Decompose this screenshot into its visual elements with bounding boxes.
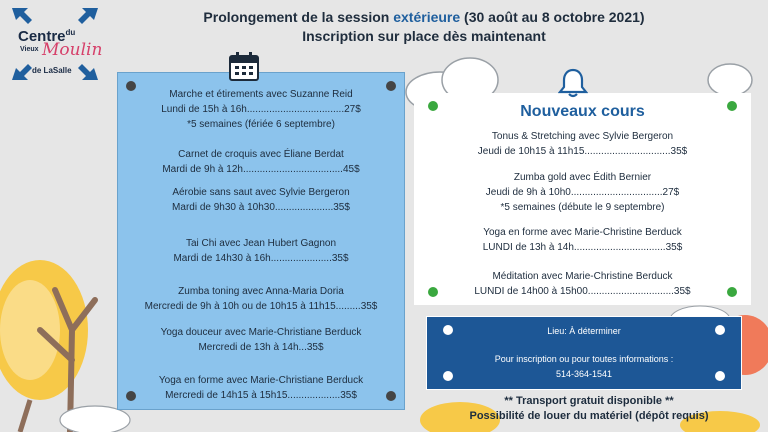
info-panel [426,316,742,390]
phone-number: 514-364-1541 [555,369,613,379]
calendar-icon [228,50,260,82]
bell-icon [558,67,588,99]
logo-name-script: Moulin [42,40,103,60]
sessions-panel [117,72,405,410]
course-item: Tonus & Stretching avec Sylvie Bergeron Jeudi de 10h15 à 11h15...............................35$ [477,131,688,157]
course-item: Yoga douceur avec Marie-Christiane Berduck Mercredi de 13h à 14h...35$ [160,327,362,353]
course-item: Carnet de croquis avec Éliane Berdat Mardi de 9h à 12h....................................45$ [162,149,360,175]
title-line-2: Inscription sur place dès maintenant [302,28,546,44]
logo-name-top: Centre$^{du}$ [18,28,76,45]
course-item: Zumba toning avec Anna-Maria Doria Mercredi de 9h à 10h ou de 10h15 à 11h15.........35$ [144,286,378,312]
course-item: Aérobie sans saut avec Sylvie Bergeron Mardi de 9h30 à 10h30.....................35$ [172,187,350,213]
transport-notice: ** Transport gratuit disponible ** [504,395,674,407]
course-item: Tai Chi avec Jean Hubert Gagnon Mardi de 14h30 à 16h......................35$ [173,238,349,264]
location-text: Lieu: À déterminer [547,326,621,336]
page-title [0,8,768,46]
course-item: Zumba gold avec Édith Bernier Jeudi de 9h à 10h0.................................27$ *5 semaines (débute le 9 septembre) [485,172,680,213]
course-item: Marche et étirements avec Suzanne Reid Lundi de 15h à 16h...................................27$ *5 semaines (fériée 6 septembre) [161,89,361,130]
course-item: Yoga en forme avec Marie-Christiane Berduck Mercredi de 14h15 à 15h15...................35$ [158,375,364,401]
equipment-notice: Possibilité de louer du matériel (dépôt requis) [469,410,709,422]
logo-name-small: Vieux [20,46,39,53]
title-line-1: Prolongement de la session extérieure (30 août au 8 octobre 2021) [203,9,645,25]
new-courses-title: Nouveaux cours [520,103,645,120]
course-item: Yoga en forme avec Marie-Christine Berduck LUNDI de 13h à 14h.................................35$ [482,227,683,253]
new-courses-panel [414,93,751,305]
contact-text: Pour inscription ou pour toutes informations : [494,354,674,364]
course-item: Méditation avec Marie-Christine Berduck LUNDI de 14h00 à 15h00...............................35$ [474,271,691,297]
logo-name-bottom: de LaSalle [32,66,72,75]
